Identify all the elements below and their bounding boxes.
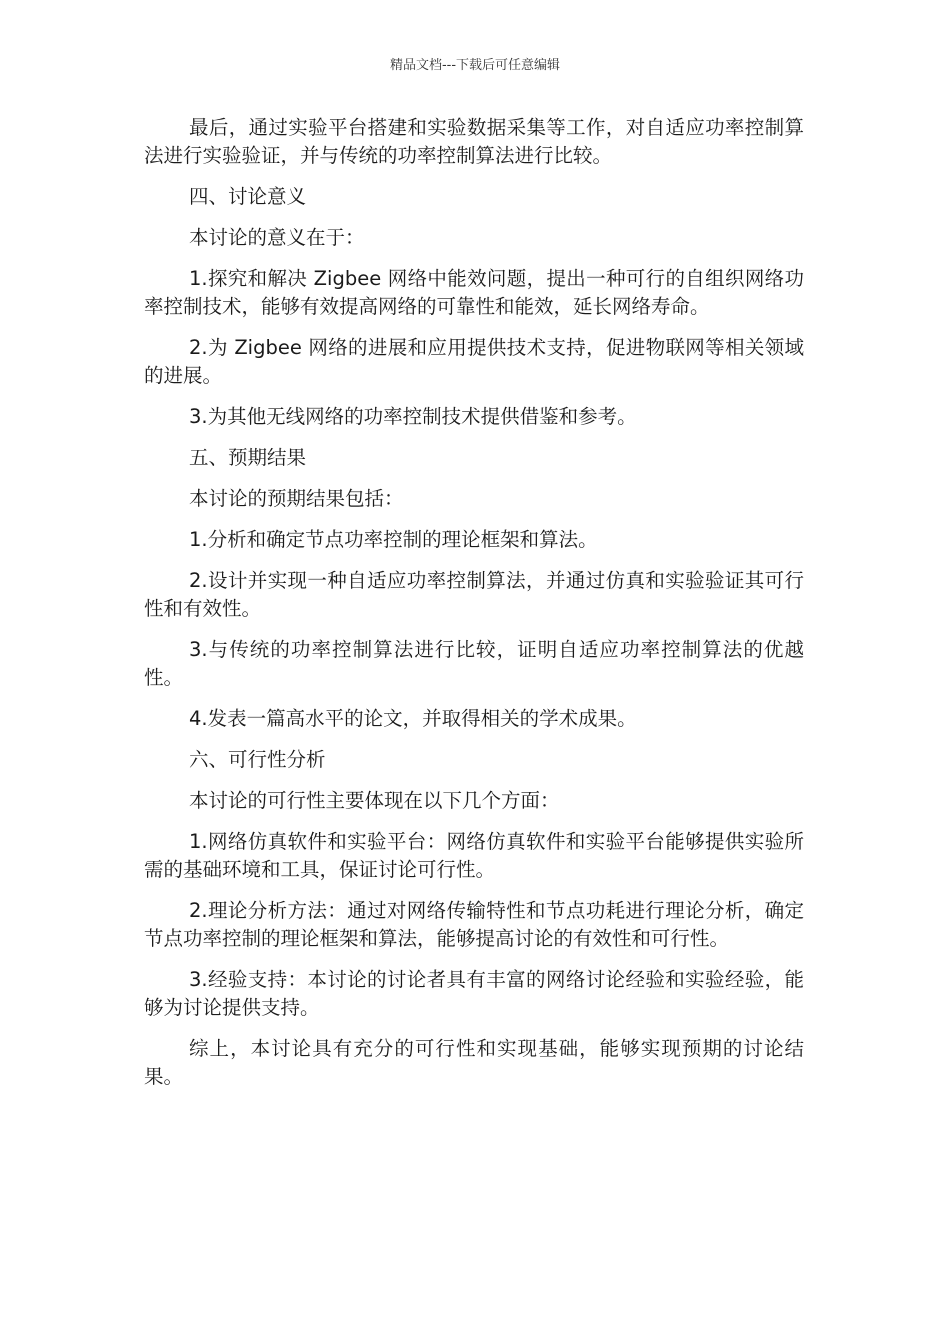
list-item-result-3: 3.与传统的功率控制算法进行比较，证明自适应功率控制算法的优越性。 [144,638,804,689]
document-body [144,114,804,1104]
section-heading-expected-results: 五、预期结果 [189,446,307,469]
list-item-significance-2: 2.为 Zigbee 网络的进展和应用提供技术支持，促进物联网等相关领域的进展。 [144,336,804,387]
paragraph-summary: 综上，本讨论具有充分的可行性和实现基础，能够实现预期的讨论结果。 [144,1037,804,1088]
paragraph-significance-intro: 本讨论的意义在于： [189,226,365,249]
section-heading-significance: 四、讨论意义 [189,185,307,208]
list-item-result-2: 2.设计并实现一种自适应功率控制算法，并通过仿真和实验验证其可行性和有效性。 [144,569,804,620]
list-item-result-4: 4.发表一篇高水平的论文，并取得相关的学术成果。 [189,707,637,730]
paragraph-expected-results-intro: 本讨论的预期结果包括： [189,487,404,510]
list-item-feasibility-1: 1.网络仿真软件和实验平台：网络仿真软件和实验平台能够提供实验所需的基础环境和工具，保证讨论可行性。 [144,830,804,881]
paragraph-feasibility-intro: 本讨论的可行性主要体现在以下几个方面： [189,789,560,812]
list-item-feasibility-2: 2.理论分析方法：通过对网络传输特性和节点功耗进行理论分析，确定节点功率控制的理论框架和算法，能够提高讨论的有效性和可行性。 [144,899,804,950]
list-item-feasibility-3: 3.经验支持：本讨论的讨论者具有丰富的网络讨论经验和实验经验，能够为讨论提供支持。 [144,968,804,1019]
list-item-result-1: 1.分析和确定节点功率控制的理论框架和算法。 [189,528,598,551]
paragraph-conclusion-experiment: 最后，通过实验平台搭建和实验数据采集等工作，对自适应功率控制算法进行实验验证，并与传统的功率控制算法进行比较。 [144,116,804,167]
list-item-significance-1: 1.探究和解决 Zigbee 网络中能效问题，提出一种可行的自组织网络功率控制技术，能够有效提高网络的可靠性和能效，延长网络寿命。 [144,267,804,318]
list-item-significance-3: 3.为其他无线网络的功率控制技术提供借鉴和参考。 [189,405,637,428]
page-header: 精品文档---下载后可任意编辑 [389,58,561,73]
section-heading-feasibility: 六、可行性分析 [189,748,326,771]
